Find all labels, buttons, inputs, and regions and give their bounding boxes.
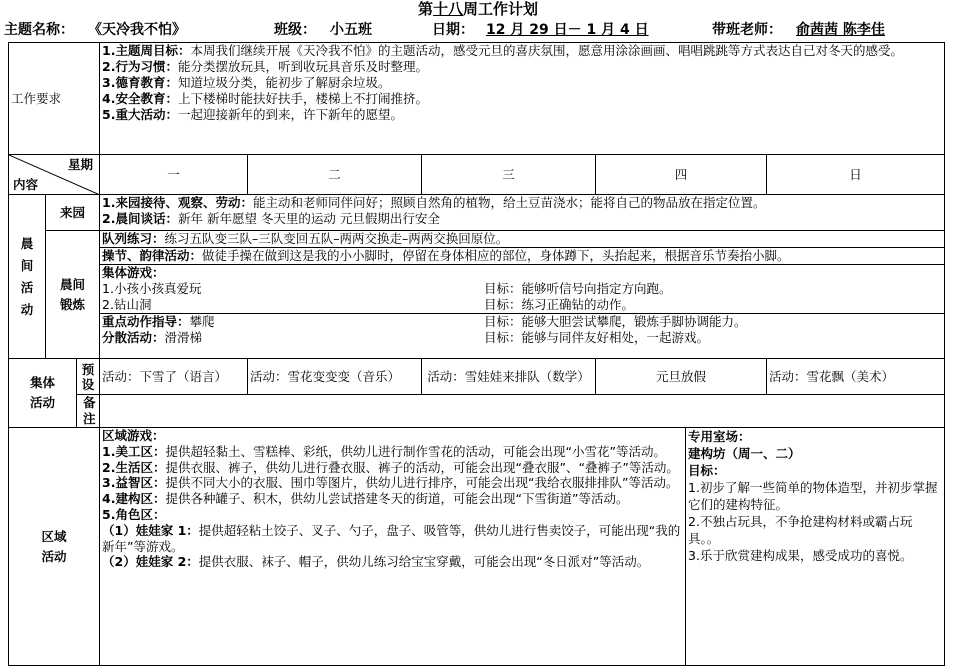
day-corner-cell [9,155,100,195]
work-req-item: 4.安全教育：上下楼梯时能扶好扶手，楼梯上不打闹推挤。 [102,91,428,106]
day-thu: 四 [596,155,767,195]
zone-item: 4.建构区：提供各种罐子、积木，供幼儿尝试搭建冬天的街道，可能会出现“下雪街道”等活动。 [102,491,629,507]
game-row: 2.钻山洞 目标：练习正确钻的动作。 [102,297,635,312]
title-week: 十八 [432,0,463,18]
zone-item: 3.益智区：提供不同大小的衣服、围巾等图片，供幼儿进行排序，可能会出现“我给衣服排排队”等活动。 [102,475,679,491]
group-row: 分散活动：滑滑梯 目标：能够与同伴友好相处，一起游戏。 [102,330,710,345]
day-wed: 三 [422,155,596,195]
day-fri: 日 [767,155,945,195]
exercise-label: 晨间锻炼 [46,231,100,359]
collective-label: 集体活动 [9,359,77,428]
note-content [100,395,945,428]
activity-wed: 活动：雪娃娃来排队（数学） [422,359,596,395]
page-title [0,0,956,18]
work-req-content [100,43,945,155]
teacher-names: 俞茜茜 陈李佳 [796,22,885,38]
day-tue: 二 [248,155,422,195]
zone-item: 5.角色区： [102,506,166,522]
work-req-label: 工作要求 [9,43,100,155]
special-room: 专用室场： 建构坊（周一、二） 目标： 1.初步了解一些简单的物体造型，并初步掌握它们的建构特征。 2.不独占玩具，不争抢建构材料或霸占玩具。。 3.乐于欣赏建构成果，感受成功的喜悦。 [686,428,945,666]
date-range: 12 月 29 日－ 1 月 4 日 [486,22,649,38]
preset-label: 预设 [77,359,100,395]
area-zones: 区域游戏： 1.美工区：提供超轻黏土、雪糕棒、彩纸，供幼儿进行制作雪花的活动，可能会出现“小雪花”等活动。 2.生活区：提供衣服、裤子，供幼儿进行叠衣服、裤子的活动，可能会出现“叠衣服”、“叠裤子”等活动。 3.益智区：提供不同大小的衣服、围巾等图片，供幼儿进行排序，可能会出现“我给衣服排排队”等活动。 4.建构区：提供各种罐子、积木，供幼儿尝试搭建冬天的街道，可能会出现“下雪街道”等活动。 5.角色区： （1）娃娃家 1：提供超轻粘土饺子、叉子、勺子，盘子、吸管等，供幼儿进行售卖饺子，可能出现“我的新年”等游戏。 （2）娃娃家 2：提供衣服、袜子、帽子，供幼儿练习给宝宝穿戴，可能会出现“冬日派对”等活动。 [100,428,686,666]
work-req-item: 2.行为习惯：能分类摆放玩具，听到收玩具音乐及时整理。 [102,59,428,74]
activity-tue: 活动：雪花变变变（音乐） [248,359,422,395]
arrival-label: 来园 [46,195,100,231]
arrival-content: 1.来园接待、观察、劳动：能主动和老师同伴问好；照顾自然角的植物，给土豆苗浇水；能将自己的物品放在指定位置。 2.晨间谈话：新年 新年愿望 冬天里的运动 元旦假期出行安全 [100,195,945,231]
activity-fri: 活动：雪花飘（美术） [767,359,945,395]
date-label: 日期： [432,22,474,38]
exercise-content: 队列练习：练习五队变三队–三队变回五队–两两交换走–两两交换回原位。 操节、韵律活动：做徒手操在做到这是我的小小脚时，停留在身体相应的部位，身体蹲下，头抬起来，根据音乐节奏抬小脚。 集体游戏： 1.小孩小孩真爱玩 目标：能够听信号向指定方向跑。 2.钻山洞 目标：练习正确钻的动作。 重点动作指导：攀爬 目标：能够大胆尝试攀爬，锻炼手脚协调能力。 分散活动：滑滑梯 目标：能够与同伴友好相处，一起游戏。 [100,231,945,359]
game-row: 1.小孩小孩真爱玩 目标：能够听信号向指定方向跑。 [102,281,672,296]
zone-item: （2）娃娃家 2：提供衣服、袜子、帽子，供幼儿练习给宝宝穿戴，可能会出现“冬日派对”等活动。 [102,554,650,570]
corner-week-label: 星期 [68,157,94,172]
theme-name: 《天冷我不怕》 [88,22,186,38]
note-label: 备注 [77,395,100,428]
area-label: 区域活动 [9,428,100,666]
class-label: 班级： [274,22,316,38]
zone-item: 1.美工区：提供超轻黏土、雪糕棒、彩纸，供幼儿进行制作雪花的活动，可能会出现“小雪花”等活动。 [102,443,666,459]
corner-content-label: 内容 [13,177,39,192]
work-req-item: 5.重大活动：一起迎接新年的到来，许下新年的愿望。 [102,107,403,122]
special-goal: 3.乐于欣赏建构成果，感受成功的喜悦。 [688,548,913,563]
games-head: 集体游戏： [102,265,165,280]
zone-item: （1）娃娃家 1：提供超轻粘土饺子、叉子、勺子，盘子、吸管等，供幼儿进行售卖饺子，可能出现“我的新年”等游戏。 [102,522,681,554]
special-goal: 1.初步了解一些简单的物体造型，并初步掌握它们的建构特征。 [688,480,938,512]
work-req-item: 1.主题周目标：本周我们继续开展《天冷我不怕》的主题活动，感受元旦的喜庆氛围，愿意用涂涂画画、唱唱跳跳等方式表达自己对冬天的感受。 [102,43,903,58]
header-row [0,20,956,40]
zone-item: 2.生活区：提供衣服、裤子，供幼儿进行叠衣服、裤子的活动，可能会出现“叠衣服”、“叠裤子”等活动。 [102,459,679,475]
special-goal: 2.不独占玩具，不争抢建构材料或霸占玩具。。 [688,514,913,546]
class-name: 小五班 [330,22,372,38]
theme-label: 主题名称： [4,22,74,38]
work-req-item: 3.德育教育：知道垃圾分类，能初步了解厨余垃圾。 [102,75,391,90]
title-suffix: 周工作计划 [463,0,539,18]
weekly-plan-table [8,42,945,666]
title-prefix: 第 [417,0,433,18]
activity-thu: 元旦放假 [596,359,767,395]
focus-row: 重点动作指导：攀爬 目标：能够大胆尝试攀爬，锻炼手脚协调能力。 [102,314,747,329]
activity-mon: 活动：下雪了（语言） [100,359,248,395]
morning-label: 晨间活动 [9,195,46,359]
day-mon: 一 [100,155,248,195]
teacher-label: 带班老师： [712,22,782,38]
